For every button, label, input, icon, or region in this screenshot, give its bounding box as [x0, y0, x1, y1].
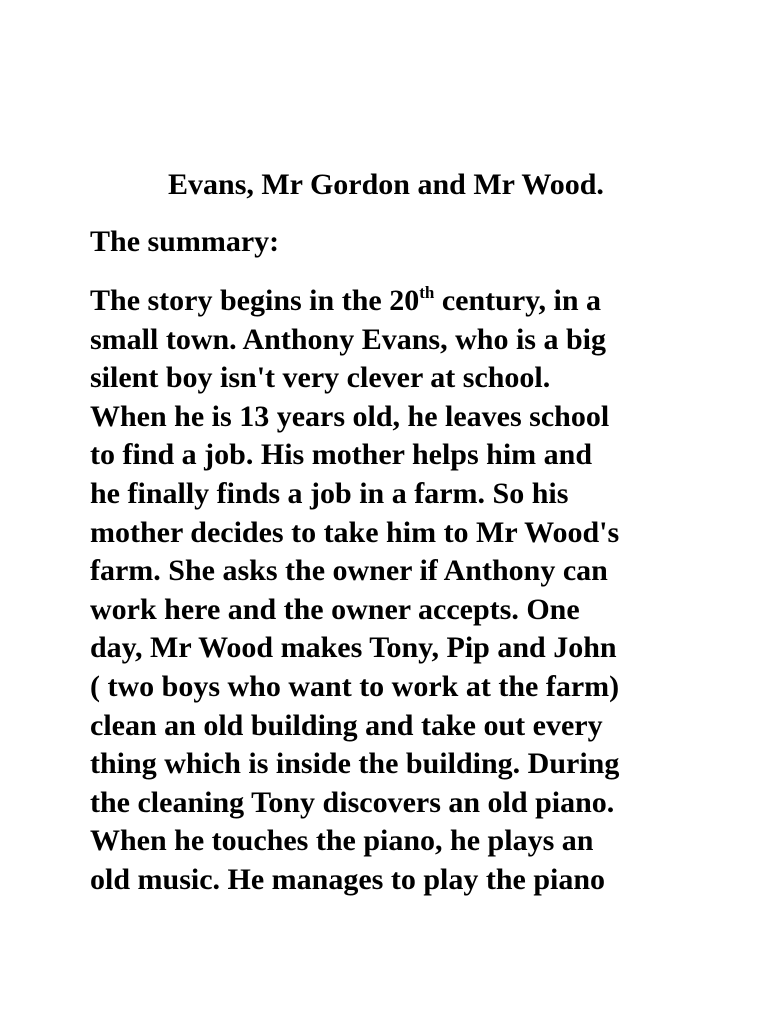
- summary-label: The summary:: [90, 225, 280, 258]
- summary-line: day, Mr Wood makes Tony, Pip and John: [90, 631, 617, 665]
- summary-line: thing which is inside the building. During: [90, 747, 620, 781]
- ordinal-suffix: th: [419, 283, 435, 302]
- summary-line: small town. Anthony Evans, who is a big: [90, 322, 606, 356]
- summary-line: the cleaning Tony discovers an old piano.: [90, 785, 615, 819]
- summary-line: When he is 13 years old, he leaves school: [90, 399, 610, 433]
- summary-line: mother decides to take him to Mr Wood's: [90, 515, 620, 549]
- summary-line: farm. She asks the owner if Anthony can: [90, 554, 608, 588]
- summary-line: [90, 282, 619, 321]
- summary-line: he finally finds a job in a farm. So his: [90, 476, 569, 510]
- summary-line: work here and the owner accepts. One: [90, 592, 580, 626]
- summary-line-text: The story begins in the 20: [90, 284, 420, 317]
- summary-body: [90, 282, 619, 900]
- summary-line: silent boy isn't very clever at school.: [90, 361, 551, 395]
- summary-line: clean an old building and take out every: [90, 708, 603, 742]
- summary-line: to find a job. His mother helps him and: [90, 438, 593, 472]
- summary-line-text: century, in a: [434, 284, 601, 317]
- summary-line: ( two boys who want to work at the farm): [90, 669, 620, 703]
- summary-line: old music. He manages to play the piano: [90, 862, 606, 896]
- document-heading: Evans, Mr Gordon and Mr Wood.: [168, 168, 604, 201]
- summary-line: When he touches the piano, he plays an: [90, 824, 594, 858]
